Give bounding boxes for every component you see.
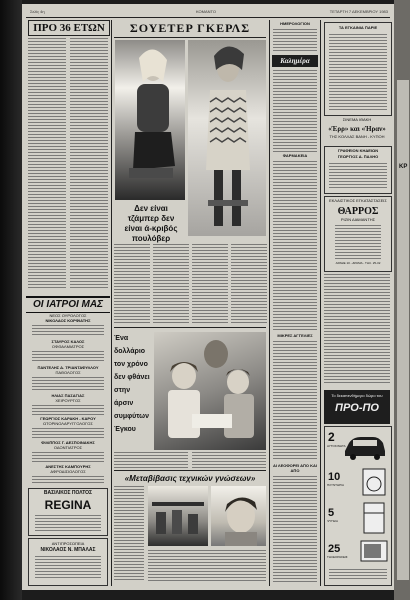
fridge-icon — [361, 501, 387, 535]
doctors-heading: ΟΙ ΙΑΤΡΟΙ ΜΑΣ — [26, 296, 110, 313]
narrow-heading: ΗΜΕΡΟΛΟΓΙΟΝ — [280, 21, 310, 26]
adjacent-page-fragment: ΚΡ — [399, 164, 408, 170]
sweater-photo-left — [115, 40, 185, 200]
center-article-col-3 — [192, 244, 228, 324]
doctor-specialty-6: ΟΔΟΝΤΙΑΤΡΟΣ — [53, 445, 83, 450]
doctor-specialty-2: ΟΦΘΑΛΜΙΑΤΡΟΣ — [51, 344, 85, 349]
doctor-details-6 — [32, 452, 104, 462]
funeral-ad — [324, 146, 392, 194]
center-article-col-2 — [153, 244, 189, 324]
model-figure-right — [188, 40, 266, 236]
prize-1-label: ΑΥΤΟΚΙΝΗΤΑ — [327, 444, 346, 448]
children-caption-2 — [192, 452, 266, 468]
regina-ad — [28, 488, 108, 536]
tharros-top: ΕΚΛΑΙΣΤΙΚΟΣ ΕΓΚΑΤΑΣΤΑΣΕΙΣ — [329, 198, 387, 203]
tv-icon — [359, 539, 389, 565]
factory-photo — [148, 486, 208, 546]
tharros-phone: ΑΡΑΘΕ 10 - ΔΡΑΜΑ - ΤΗΛ. 25-32 — [335, 261, 381, 265]
propo-header — [324, 390, 390, 424]
doctor-specialty-7: ΑΦΡΟΔΙΣΙΟΛΟΓΟΣ — [50, 469, 86, 474]
doctor-name-4: ΗΛΙΑΣ ΠΑΣΑΓΙΑΣ — [51, 393, 85, 398]
binding-spine — [0, 0, 22, 600]
page-header — [28, 8, 390, 16]
left-heading: ΠΡΟ 36 ΕΤΩΝ — [28, 20, 110, 36]
top-right-box — [324, 22, 392, 116]
pharmacy-heading: ΦΑΡΜΑΚΕΙΑ — [282, 153, 308, 158]
doctor-name-3: ΠΑΝΤΕΛΗΣ Δ. ΤΡΙΑΝΤΑΦΥΛΛΟΥ — [37, 365, 99, 370]
newspaper-page — [22, 4, 394, 590]
car-icon — [343, 433, 387, 461]
right-text — [324, 274, 390, 384]
agency-ad — [28, 538, 108, 586]
left-article-col-2 — [70, 38, 108, 290]
doctor-details-2 — [32, 351, 104, 363]
prize-4-count: 25 — [328, 543, 341, 555]
doctor-name-7: ΑΝΕΣΤΗΣ ΚΑΜΠΟΥΡΗΣ — [45, 464, 91, 469]
center-article-col-4 — [231, 244, 267, 324]
propo-heading: Το δεκαπενθήμερο δώρο του — [331, 393, 383, 398]
model-figure-left — [115, 40, 185, 200]
tharros-sub: ΡΙΖΙΝ ΔΙΑΜΑΝΤΗΣ — [340, 217, 376, 222]
prize-3-count: 5 — [328, 507, 335, 519]
bus-heading: ΑΙ ΛΕΟΦΟΡΕΙ ΑΠΟ ΚΑΙ ΑΠΟ — [272, 463, 318, 473]
calendar-text — [273, 29, 317, 53]
prize-2-label: ΠΛΥΝΤΗΡΙΑ — [327, 483, 344, 487]
funeral-ad-body — [329, 163, 387, 189]
propo-fineprint — [329, 569, 387, 581]
narrow-text-2 — [273, 161, 317, 331]
doctor-details-3 — [32, 377, 104, 391]
tharros-name: ΘΑΡΡΟΣ — [337, 206, 379, 217]
prize-4-label: ΤΗΛΕΟΡΑΣΕΙΣ — [327, 555, 348, 559]
doctor-name-1: ΝΙΚΟΛΑΟΣ ΚΟΡΦΙΑΤΗΣ — [45, 318, 91, 323]
agency-ad-body — [35, 556, 101, 580]
classifieds-heading: ΜΙΚΡΕΣ ΑΓΓΕΛΙΕΣ — [277, 333, 313, 338]
paper-name: ΚΟΜΑΝΤΟ — [196, 9, 217, 14]
column-divider-2 — [269, 20, 270, 586]
tharros-ad — [324, 196, 392, 272]
agency-ad-name: ΝΙΚΟΛΑΟΣ Ν. ΜΠΑΛΑΣ — [40, 547, 96, 553]
children-caption — [114, 452, 188, 468]
regina-ad-name: REGINA — [44, 498, 92, 512]
top-right-heading: ΤΑ ΕΓΚΑΙΝΙΑ ΠΑΡΙΕ — [338, 25, 378, 30]
factory-figures — [148, 486, 208, 546]
page-label: Σελίς 4η — [30, 9, 45, 14]
side-quote: Ένα δολλάριο τον χρόνο δεν φθάνει στην άρσιν συμφύτων Έγκου — [114, 335, 150, 433]
children-photo — [154, 332, 266, 450]
regina-ad-top: ΒΑΣΙΛΙΚΟΣ ΠΟΛΤΟΣ — [43, 490, 93, 496]
doctor-details-1 — [32, 325, 104, 337]
header-rule — [26, 17, 390, 18]
center-lower-rule — [114, 470, 266, 471]
cinema-note: ΤΗΣ ΚΟΛΛΑΣ ΒΑΝΗ - ΚΥΠΟΗ — [329, 134, 385, 139]
cinema-titles: «Έρρ» και «Ήραν» — [328, 125, 386, 133]
doctor-details-7 — [32, 476, 104, 484]
doctor-name-5: ΓΕΩΡΓΙΟΣ ΚΑΡΑΚΗ - ΚΑΡΟΥ — [40, 416, 96, 421]
bottom-headline: «Μεταβίβασις τεχνικών γνώσεων» — [124, 474, 256, 483]
doctor-details-4 — [32, 405, 104, 415]
kalimera-brand: Καλημέρα — [280, 57, 310, 65]
propo-name: ΠΡΟ-ΠΟ — [335, 402, 379, 414]
doctor-details-5 — [32, 428, 104, 438]
doctor-specialty-4: ΧΕΙΡΟΥΡΓΟΣ — [55, 398, 81, 403]
prize-1-count: 2 — [328, 430, 335, 444]
kalimera-box — [272, 55, 318, 67]
prize-2-count: 10 — [328, 471, 341, 483]
doctor-name-6: ΦΙΛΙΠΠΟΣ Γ. ΔΕΣΠΟΙΝΑΚΗΣ — [41, 440, 95, 445]
woman-photo — [211, 486, 266, 546]
bottom-article-col-1 — [114, 486, 144, 582]
column-divider-1 — [111, 20, 112, 586]
adjacent-page — [397, 80, 409, 580]
washer-icon — [361, 467, 387, 497]
woman-figure — [211, 486, 266, 546]
bottom-article-col-2 — [148, 550, 266, 582]
doctor-specialty-5: ΩΤΟΡΙΝΟΛΑΡΥΓΓΟΛΟΓΟΣ — [43, 421, 93, 426]
narrow-text-3 — [273, 341, 317, 461]
headline-rule — [114, 37, 266, 38]
center-caption: Δεν είναι τζάμπερ δεν είναι ά-κριβός πουλόβερ — [124, 204, 178, 243]
tharros-list — [335, 225, 381, 259]
top-right-text — [329, 34, 387, 110]
regina-ad-body — [35, 515, 101, 531]
adjacent-page-edge — [394, 0, 410, 600]
center-headline: ΣΟΥΕΤΕΡ ΓΚΕΡΛΣ — [129, 21, 251, 35]
cinema-heading: ΣΙΝΕΜΑ ΙΘΑΚΗ — [342, 117, 372, 122]
issue-date: ΤΕΤΑΡΤΗ 7 ΔΕΚΕΜΒΡΙΟΥ 1983 — [329, 9, 388, 14]
agency-ad-title: ΑΝΤΙΠΡΟΣΩΠΕΙΑ — [51, 541, 85, 546]
funeral-ad-heading: ΓΡΑΦΕΙΟΝ ΚΗΔΕΙΩΝ — [337, 148, 379, 153]
funeral-ad-name: ΓΕΩΡΓΙΟΣ Δ. ΠΑΛΗΟ — [337, 154, 379, 159]
propo-prizes — [324, 426, 392, 586]
doctor-specialty-3: ΠΑΘΟΛΟΓΟΣ — [55, 370, 81, 375]
doctor-specialty-1: ΝΕΟΣ ΟΥΡΟΛΟΓΟΣ — [49, 313, 87, 318]
narrow-text-1 — [273, 70, 317, 152]
doctor-name-2: ΣΤΑΥΡΟΣ ΚΑΛΟΣ — [51, 339, 85, 344]
children-figures — [154, 332, 266, 450]
left-article-col-1 — [28, 38, 66, 290]
column-divider-3 — [320, 20, 321, 586]
prize-3-label: ΨΥΓΕΙΑ — [327, 519, 338, 523]
sweater-photo-right — [188, 40, 266, 236]
narrow-text-4 — [273, 476, 317, 584]
center-mid-rule — [114, 327, 266, 328]
center-article-col-1 — [114, 244, 150, 324]
